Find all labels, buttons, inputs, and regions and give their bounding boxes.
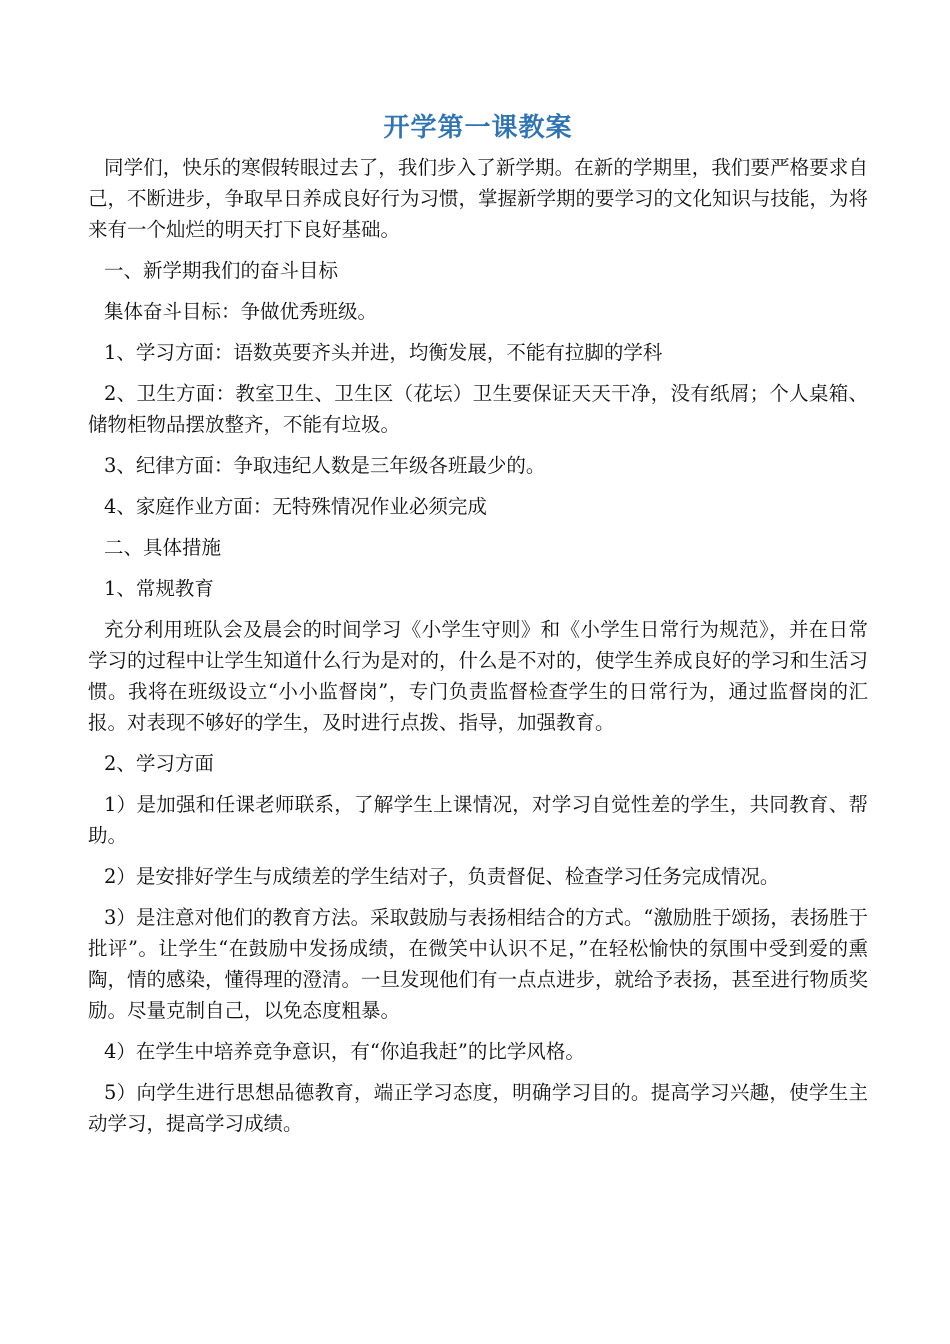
document-page [88,108,868,1139]
paragraph-study-2: 2）是安排好学生与成绩差的学生结对子，负责督促、检查学习任务完成情况。 [104,865,780,888]
section-heading-measures: 二、具体措施 [104,536,222,559]
paragraph-hygiene-goal: 2、卫生方面：教室卫生、卫生区（花坛）卫生要保证天天干净，没有纸屑；个人桌箱、储物柜物品摆放整齐，不能有垃圾。 [88,382,868,436]
paragraph-study-1: 1）是加强和任课老师联系，了解学生上课情况，对学习自觉性差的学生，共同教育、帮助。 [88,793,868,847]
paragraph-collective-goal: 集体奋斗目标：争做优秀班级。 [104,300,378,323]
subheading-study: 2、学习方面 [104,752,214,775]
subheading-routine-education: 1、常规教育 [104,577,214,600]
paragraph-study-5: 5）向学生进行思想品德教育，端正学习态度，明确学习目的。提高学习兴趣，使学生主动学习，提高学习成绩。 [88,1081,868,1135]
intro-paragraph: 同学们，快乐的寒假转眼过去了，我们步入了新学期。在新的学期里，我们要严格要求自己，不断进步，争取早日养成良好行为习惯，掌握新学期的要学习的文化知识与技能，为将来有一个灿烂的明天打下良好基础。 [88,156,869,241]
paragraph-study-3: 3）是注意对他们的教育方法。采取鼓励与表扬相结合的方式。“激励胜于颂扬，表扬胜于批评”。让学生“在鼓励中发扬成绩，在微笑中认识不足，”在轻松愉快的氛围中受到爱的熏陶，情的感染，懂得理的澄清。一旦发现他们有一点点进步，就给予表扬，甚至进行物质奖励。尽量克制自己，以免态度粗暴。 [88,906,869,1022]
paragraph-routine-education: 充分利用班队会及晨会的时间学习《小学生守则》和《小学生日常行为规范》，并在日常学习的过程中让学生知道什么行为是对的，什么是不对的，使学生养成良好的学习和生活习惯。我将在班级设立“小小监督岗”，专门负责监督检查学生的日常行为，通过监督岗的汇报。对表现不够好的学生，及时进行点拨、指导，加强教育。 [88,618,869,734]
document-title: 开学第一课教案 [383,113,573,143]
paragraph-discipline-goal: 3、纪律方面：争取违纪人数是三年级各班最少的。 [104,454,546,477]
paragraph-study-4: 4）在学生中培养竞争意识，有“你追我赶”的比学风格。 [104,1040,585,1063]
section-heading-goals: 一、新学期我们的奋斗目标 [104,259,339,282]
paragraph-study-goal: 1、学习方面：语数英要齐头并进，均衡发展，不能有拉脚的学科 [104,341,663,364]
paragraph-homework-goal: 4、家庭作业方面：无特殊情况作业必须完成 [104,495,487,518]
